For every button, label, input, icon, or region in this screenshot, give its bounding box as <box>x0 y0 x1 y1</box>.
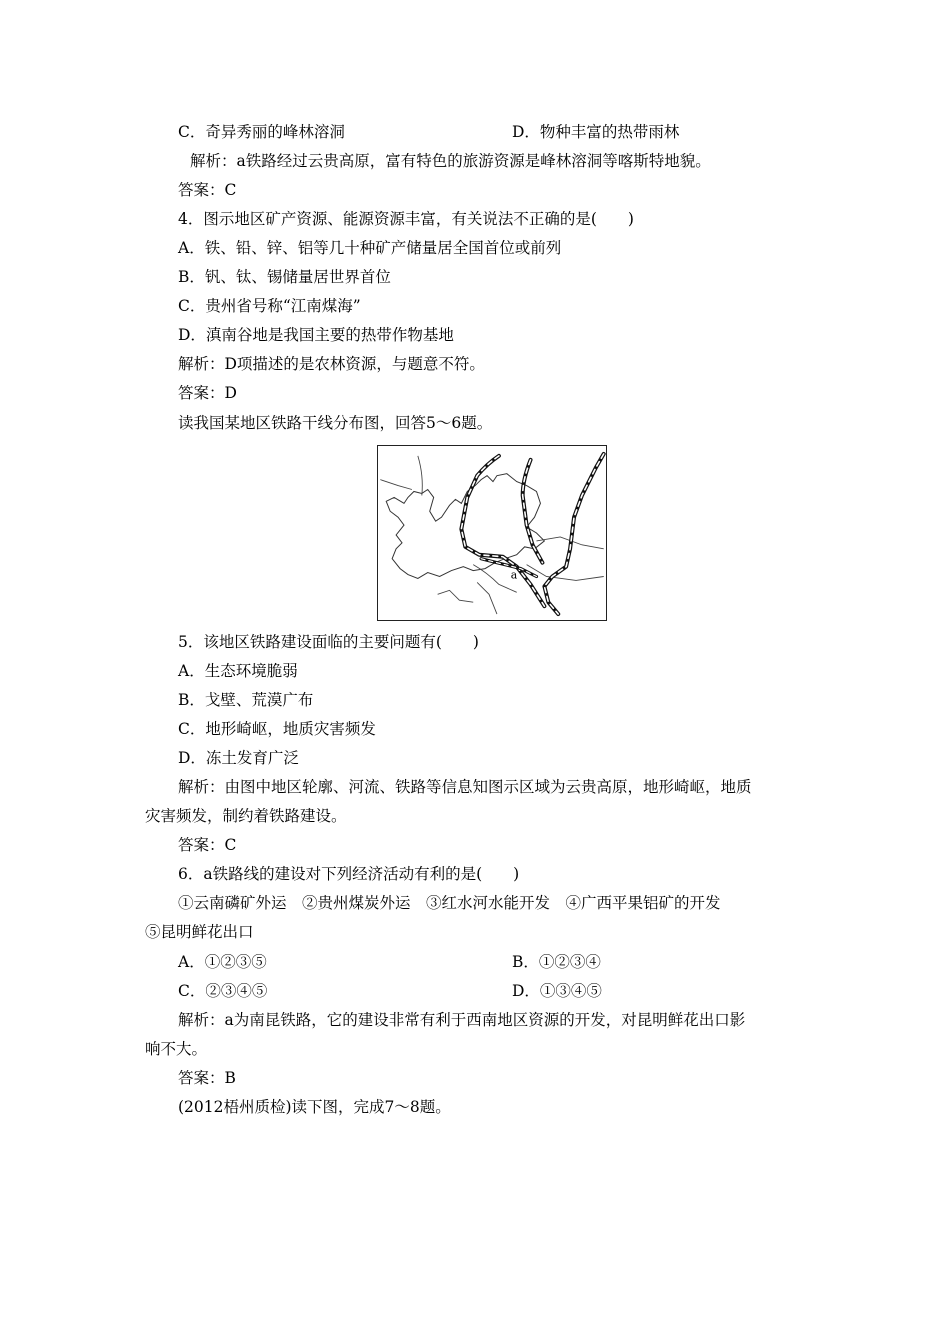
q4-answer: 答案：D <box>178 384 237 402</box>
q4-option-a: A．铁、铅、锌、铝等几十种矿产储量居全国首位或前列 <box>178 239 562 257</box>
river-line <box>438 590 474 602</box>
river-line <box>477 582 497 614</box>
q4-option-c: C．贵州省号称“江南煤海” <box>178 297 361 315</box>
q3-option-c: C．奇异秀丽的峰林溶洞 <box>178 123 345 141</box>
river-line <box>418 456 422 496</box>
q5-option-a: A．生态环境脆弱 <box>178 662 298 680</box>
intro-7-8: (2012梧州质检)读下图，完成7～8题。 <box>178 1098 451 1116</box>
q6-option-d: D．①③④⑤ <box>512 982 602 1000</box>
railway-1 <box>461 456 544 606</box>
river-line <box>380 480 412 490</box>
q3-option-d: D．物种丰富的热带雨林 <box>512 123 680 141</box>
q4-option-b: B．钒、钛、锡储量居世界首位 <box>178 268 391 286</box>
q5-stem: 5．该地区铁路建设面临的主要问题有( ) <box>178 633 479 651</box>
q6-analysis-line2: 响不大。 <box>145 1040 208 1058</box>
region-outline <box>386 474 544 582</box>
railway-map <box>377 445 607 621</box>
q3-analysis: 解析：a铁路经过云贵高原，富有特色的旅游资源是峰林溶洞等喀斯特地貌。 <box>190 152 711 170</box>
q6-option-b: B．①②③④ <box>512 953 601 971</box>
q4-stem: 4．图示地区矿产资源、能源资源丰富，有关说法不正确的是( ) <box>178 210 634 228</box>
railway-3 <box>544 454 603 614</box>
q6-items-line2: ⑤昆明鲜花出口 <box>145 923 254 941</box>
q3-answer: 答案：C <box>178 181 237 199</box>
q5-option-c: C．地形崎岖，地质灾害频发 <box>178 720 376 738</box>
q6-analysis-line1: 解析：a为南昆铁路，它的建设非常有利于西南地区资源的开发，对昆明鲜花出口影 <box>178 1011 746 1029</box>
q5-answer: 答案：C <box>178 836 237 854</box>
railway-lines <box>461 454 603 614</box>
q6-option-a: A．①②③⑤ <box>178 953 267 971</box>
q5-option-d: D．冻土发育广泛 <box>178 749 299 767</box>
q5-option-b: B．戈壁、荒漠广布 <box>178 691 314 709</box>
map-label-a: a <box>510 568 518 582</box>
q5-analysis-line2: 灾害频发，制约着铁路建设。 <box>145 807 347 825</box>
q4-option-d: D．滇南谷地是我国主要的热带作物基地 <box>178 326 454 344</box>
intro-5-6: 读我国某地区铁路干线分布图，回答5～6题。 <box>178 414 493 432</box>
q6-items-line1: ①云南磷矿外运 ②贵州煤炭外运 ③红水河水能开发 ④广西平果铝矿的开发 <box>178 894 721 912</box>
q6-answer: 答案：B <box>178 1069 236 1087</box>
q6-stem: 6．a铁路线的建设对下列经济活动有利的是( ) <box>178 865 520 883</box>
q6-option-c: C．②③④⑤ <box>178 982 268 1000</box>
q4-analysis: 解析：D项描述的是农林资源，与题意不符。 <box>178 355 485 373</box>
q5-analysis-line1: 解析：由图中地区轮廓、河流、铁路等信息知图示区域为云贵高原，地形崎岖，地质 <box>178 778 752 796</box>
